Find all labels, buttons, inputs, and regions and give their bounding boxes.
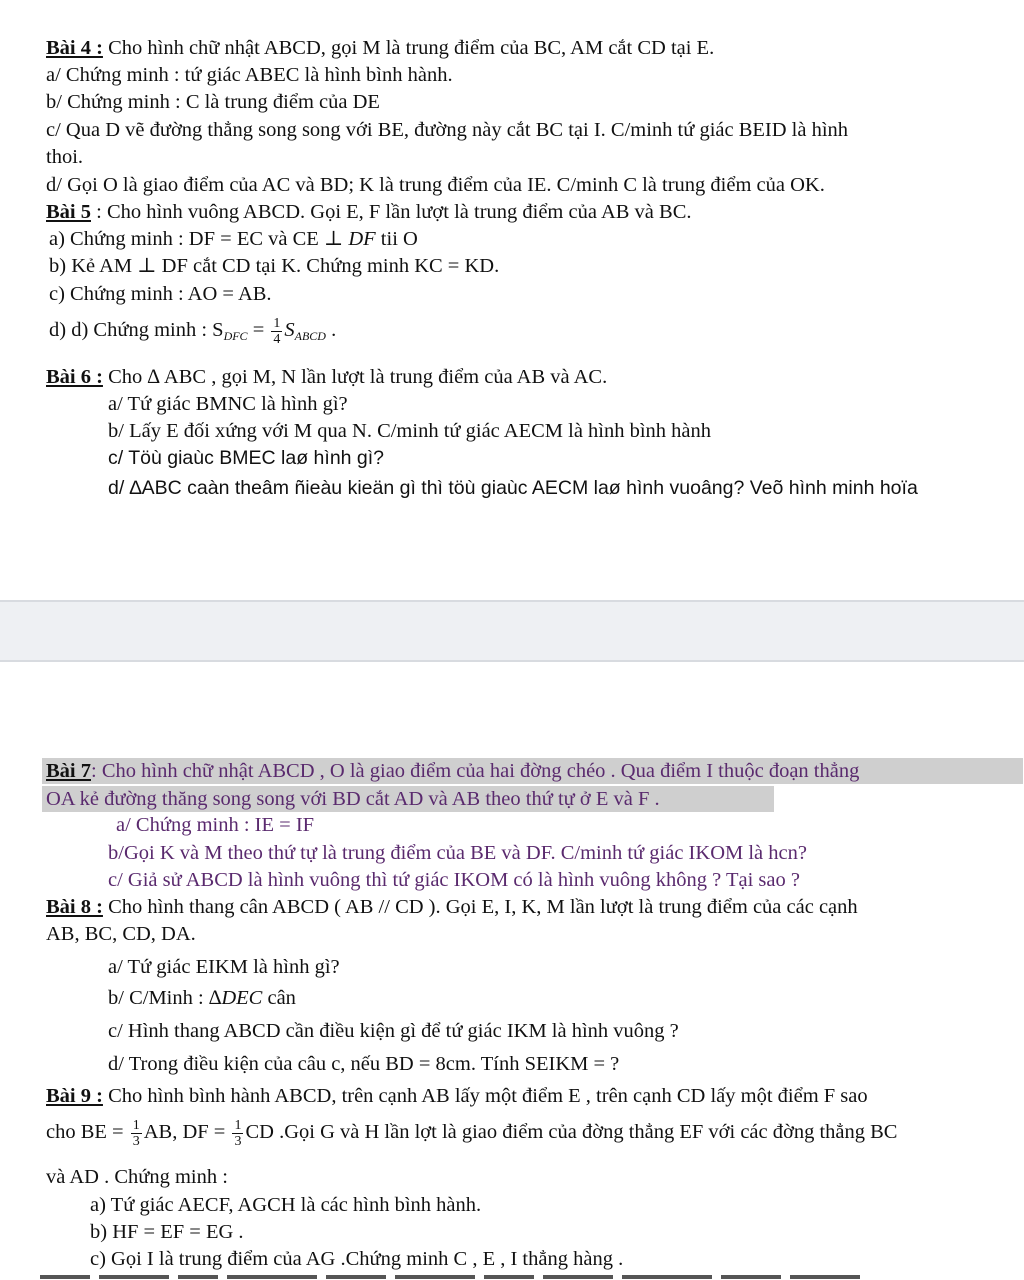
bai6-d: d/ ∆ABC caàn theâm ñieàu kieän gì thì töù giaùc AECM laø hình vuoâng? Veõ hình minh hoïa [108, 477, 918, 499]
bai4-d: d/ Gọi O là giao điểm của AC và BD; K là trung điểm của IE. C/minh C là trung điểm của OK. [46, 174, 825, 196]
bai5-a-tail: tii O [375, 228, 418, 250]
bai5-d-text: d) d) Chứng minh : S [49, 319, 224, 342]
bai5-d-end: . [325, 319, 337, 342]
frac-num: 1 [234, 1118, 242, 1133]
fraction-one-quarter [271, 316, 282, 347]
bai5-a [49, 226, 418, 252]
frac-den: 4 [273, 332, 281, 347]
bai4-b: b/ Chứng minh : C là trung điểm của DE [46, 91, 380, 113]
fraction-one-third-2 [232, 1118, 243, 1149]
bai7-text2: OA kẻ đường thăng song song với BD cắt AD và AB theo thứ tự ở E và F . [42, 786, 774, 812]
bai5-d-eq: = [247, 319, 270, 342]
bai5-heading [46, 199, 692, 225]
bai4-title: Bài 4 : [46, 37, 103, 59]
bai4-c2: thoi. [46, 146, 84, 168]
bai7-a: a/ Chứng minh : IE = IF [116, 814, 315, 836]
bai8-a: a/ Tứ giác EIKM là hình gì? [108, 956, 340, 978]
bai8-b-tail: cân [262, 987, 296, 1009]
bai8-c: c/ Hình thang ABCD cần điều kiện gì để tứ giác IKM là hình vuông ? [108, 1020, 679, 1042]
bai7-b: b/Gọi K và M theo thứ tự là trung điểm của BE và DF. C/minh tứ giác IKOM là hcn? [108, 842, 807, 864]
document-page-2 [0, 662, 1024, 1280]
bai5-c: c) Chứng minh : AO = AB. [49, 283, 272, 305]
bai4-text: Cho hình chữ nhật ABCD, gọi M là trung điểm của BC, AM cắt CD tại E. [102, 37, 715, 59]
bai5-d [49, 316, 336, 349]
bai8-text2: AB, BC, CD, DA. [46, 923, 196, 945]
bai9-b: b) HF = EF = EG . [90, 1221, 244, 1243]
bai6-c: c/ Töù giaùc BMEC laø hình gì? [108, 447, 385, 469]
bai9-heading [46, 1083, 868, 1109]
bai9-text2 [46, 1118, 897, 1149]
bai5-a-text: a) Chứng minh : DF = EC và CE [49, 228, 324, 250]
bai5-text: : Cho hình vuông ABCD. Gọi E, F lần lượt là trung điểm của AB và BC. [91, 201, 692, 223]
bai4-c1: c/ Qua D vẽ đường thẳng song song với BE, đường này cắt BC tại I. C/minh tứ giác BEID là hình [46, 119, 849, 141]
bai7-c: c/ Giả sử ABCD là hình vuông thì tứ giác IKOM có là hình vuông không ? Tại sao ? [108, 869, 800, 891]
bai8-b [108, 985, 296, 1011]
bai5-d-s2: S [284, 319, 295, 342]
bai8-title: Bài 8 : [46, 896, 103, 918]
bai8-b-text: b/ C/Minh : [108, 987, 209, 1009]
bai9-title: Bài 9 : [46, 1085, 103, 1107]
bai7-heading [42, 758, 1023, 784]
frac-num: 1 [273, 316, 281, 331]
bai5-title: Bài 5 [46, 201, 91, 223]
fraction-one-third-1 [131, 1118, 142, 1149]
bai9-cho: cho BE = [46, 1121, 129, 1144]
frac-num: 1 [132, 1118, 140, 1133]
bai5-a-perp: ⊥ DF [323, 228, 376, 250]
bai5-d-sub1: DFC [223, 329, 248, 344]
cut-off-text-bottom [40, 1275, 970, 1280]
bai8-b-triangle: ∆DEC [208, 987, 263, 1009]
bai4-a: a/ Chứng minh : tứ giác ABEC là hình bình hành. [46, 64, 453, 86]
frac-den: 3 [234, 1134, 242, 1149]
bai9-mid: AB, DF = [143, 1121, 231, 1144]
bai6-heading [46, 364, 607, 390]
bai9-tail: CD .Gọi G và H lần lợt là giao điểm của đờng thẳng EF với các đờng thẳng BC [245, 1121, 898, 1144]
document-page-1 [0, 0, 1024, 600]
bai9-c: c) Gọi I là trung điểm của AG .Chứng minh C , E , I thẳng hàng . [90, 1248, 624, 1270]
bai5-d-sub2: ABCD [294, 329, 326, 344]
bai7-text1: : Cho hình chữ nhật ABCD , O là giao điểm của hai đờng chéo . Qua điểm I thuộc đoạn thẳng [91, 760, 860, 782]
bai9-a: a) Tứ giác AECF, AGCH là các hình bình hành. [90, 1194, 482, 1216]
bai5-b: b) Kẻ AM ⊥ DF cắt CD tại K. Chứng minh KC = KD. [49, 255, 500, 277]
bai8-text1: Cho hình thang cân ABCD ( AB // CD ). Gọi E, I, K, M lần lượt là trung điểm của các cạnh [102, 896, 858, 918]
bai8-heading [46, 894, 858, 920]
bai6-title: Bài 6 : [46, 366, 103, 388]
bai6-text: Cho ∆ ABC , gọi M, N lần lượt là trung điểm của AB và AC. [102, 366, 608, 388]
bai6-a: a/ Tứ giác BMNC là hình gì? [108, 393, 348, 415]
bai9-text3: và AD . Chứng minh : [46, 1166, 228, 1188]
bai4-heading [46, 35, 714, 61]
bai6-b: b/ Lấy E đối xứng với M qua N. C/minh tứ giác AECM là hình bình hành [108, 420, 712, 442]
frac-den: 3 [132, 1134, 140, 1149]
bai9-text1: Cho hình bình hành ABCD, trên cạnh AB lấy một điểm E , trên cạnh CD lấy một điểm F sao [102, 1085, 868, 1107]
page-separator [0, 600, 1024, 662]
bai7-title: Bài 7 [46, 760, 91, 782]
bai8-d: d/ Trong điều kiện của câu c, nếu BD = 8cm. Tính SEIKM = ? [108, 1053, 620, 1075]
